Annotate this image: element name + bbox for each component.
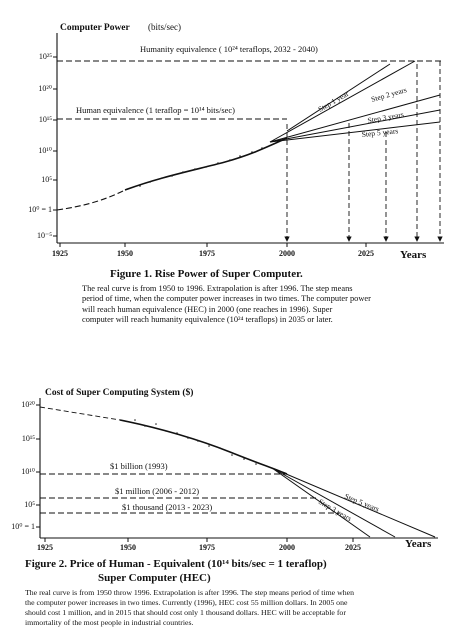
fig1-title: Figure 1. Rise Power of Super Computer. [110,268,303,280]
fig2-title: Figure 2. Price of Human - Equivalent (10¹⁴ bits/sec = 1 teraflop) [25,558,327,570]
fig2-caption-line: should cost 1 million, and in 2015 that should cost only 1 thousand dollars. HEC will be acceptable for [25,608,346,617]
fig1-xlabel: Years [400,249,427,261]
fig2-caption-line: immortality of the most people in industrial countries. [25,618,194,627]
figure-1 [28,22,444,261]
fig1-step3-label: Step 3 years [366,109,405,125]
fig1-ytick-25: 10²⁵ [38,52,52,61]
fig1-xtick-1975: 1975 [199,249,215,258]
fig1-year-arrows [287,61,440,241]
fig2-step3-label: Step 3 years [317,496,354,524]
fig1-caption-line: The real curve is from 1950 to 1996. Extrapolation is after 1996. The step means [82,284,353,293]
fig1-step2-ray [270,95,440,142]
fig1-human-label: Human equivalence (1 teraflop = 10¹⁴ bits/sec) [76,105,236,115]
fig2-y-ticks [11,400,40,531]
fig1-ytick-20: 10²⁰ [38,84,52,93]
fig1-ylabel: Computer Power [60,23,130,33]
fig1-caption-line: will reach human equivalence (HEC) in 2000 (one reaches in 1996). Super [82,304,333,314]
fig2-xtick-2025: 2025 [345,543,361,552]
fig1-ytick-5: 10⁵ [41,175,52,184]
figure-2 [11,387,438,552]
fig2-ytick-0: 10⁰ = 1 [11,522,35,531]
fig1-early-curve [57,190,125,210]
fig2-step3-ray [272,468,395,537]
fig2-million-label: $1 million (2006 - 2012) [115,486,200,496]
fig2-scatter-dots [134,419,257,465]
fig1-xtick-1950: 1950 [117,249,133,258]
fig2-xlabel: Years [405,538,432,550]
fig1-ytick-neg5: 10⁻⁵ [36,231,52,240]
fig2-caption-line: The real curve is from 1950 throw 1996. Extrapolation is after 1996. The step means period of time when [25,588,354,597]
fig2-thousand-label: $1 thousand (2013 - 2023) [122,502,213,512]
fig2-ytick-5: 10⁵ [24,500,35,509]
fig1-ytick-15: 10¹⁵ [38,115,52,124]
fig1-y-ticks [28,52,57,240]
fig1-caption-line: period of time, when the computer power increases in two times. The computer power [82,294,371,304]
fig1-caption-line: computer will reach humanity equivalence (10²⁴ teraflops) in 2035 or later. [82,314,333,324]
fig2-xtick-1925: 1925 [37,543,53,552]
fig2-top-dashed [40,407,120,420]
fig2-ytick-20: 10²⁰ [21,400,35,409]
fig1-humanity-label: Humanity equivalence ( 10²⁴ teraflops, 2032 - 2040) [140,44,318,54]
fig2-ytick-15: 10¹⁵ [21,434,35,443]
fig2-title-line2: Super Computer (HEC) [98,572,211,584]
fig1-x-ticks [52,243,374,258]
fig2-xtick-2000: 2000 [279,543,295,552]
fig2-ylabel: Cost of Super Computing System ($) [45,388,194,398]
fig1-step2-label: Step 2 years [370,85,408,104]
fig1-xtick-2000: 2000 [279,249,295,258]
fig2-ytick-10: 10¹⁰ [21,467,35,476]
fig1-scatter-dots [139,147,263,187]
fig1-step5-label: Step 5 years [361,126,399,139]
fig1-ytick-10: 10¹⁰ [38,146,52,155]
fig1-ylabel-unit: (bits/sec) [148,22,181,32]
fig1-xtick-2025: 2025 [358,249,374,258]
fig2-x-ticks [37,538,361,552]
fig1-caption [82,284,371,325]
fig2-step5-label: Step 5 years [343,491,381,514]
fig2-xtick-1950: 1950 [120,543,136,552]
fig2-xtick-1975: 1975 [199,543,215,552]
fig2-billion-label: $1 billion (1993) [110,461,168,471]
fig1-ytick-0: 10⁰ = 1 [28,205,52,214]
fig1-xtick-1925: 1925 [52,249,68,258]
fig2-caption [25,588,354,628]
fig2-caption-line: the computer power increases in two times. Currently (1996), HEC cost 55 million dollars. In 2005 one [25,598,348,607]
fig1-step1-label: Step 1 year [316,89,351,114]
